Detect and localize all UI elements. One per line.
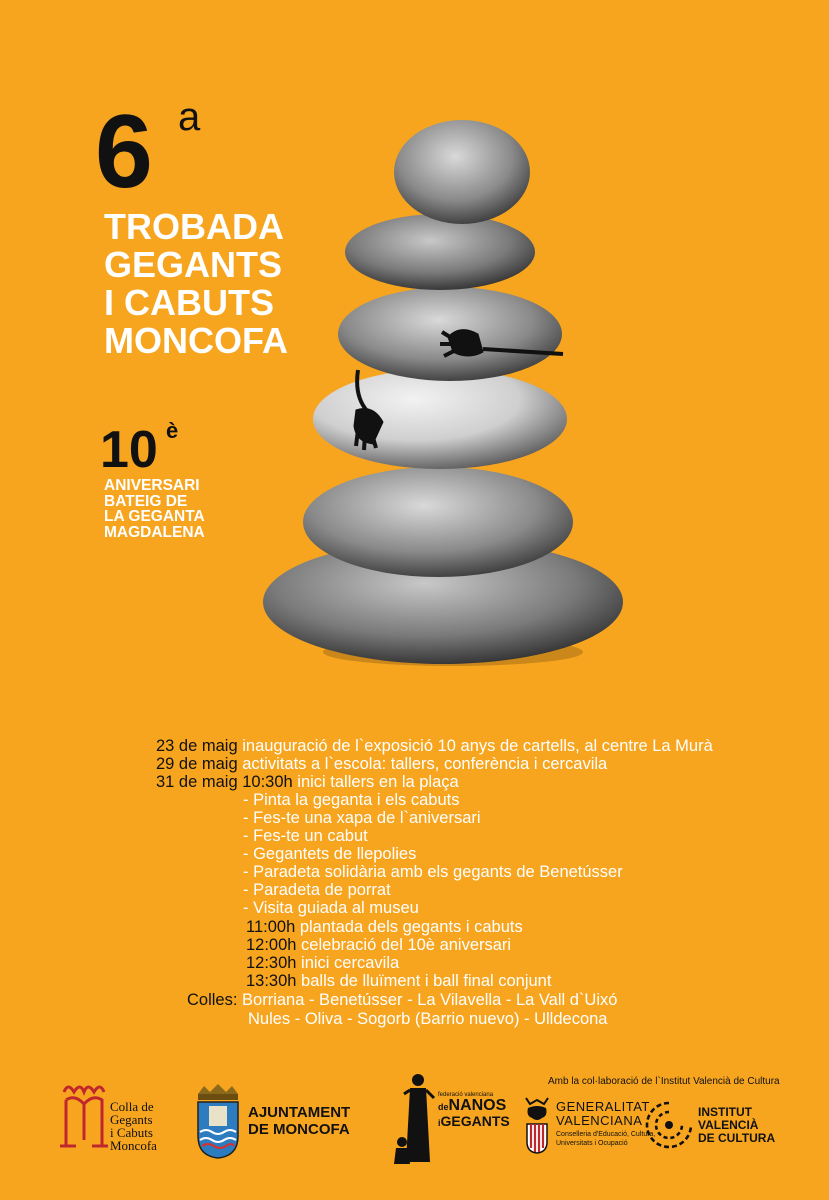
workshop-item: - Paradeta solidària amb els gegants de Benetússer [243, 863, 623, 881]
program-text: inici tallers en la plaça [292, 773, 459, 791]
moncofa-coat-of-arms-icon [194, 1080, 242, 1160]
anniversary-number: 10 [100, 421, 158, 479]
colla-line: i Cabuts [110, 1125, 153, 1140]
conselleria-line: Universitats i Ocupació [556, 1140, 628, 1147]
stacked-stones-illustration [228, 112, 628, 672]
colla-line: Colla de [110, 1099, 154, 1114]
ivc-line: DE CULTURA [698, 1131, 776, 1145]
anniversary-line: LA GEGANTA [104, 508, 205, 525]
title-line: GEGANTS [104, 244, 283, 285]
stone-4 [313, 369, 567, 469]
generalitat-logo-text [556, 1100, 655, 1148]
program-row [156, 773, 459, 791]
giant-figure-icon [392, 1072, 438, 1170]
anniversary-suffix: è [166, 418, 179, 443]
anniversary-text [104, 478, 205, 540]
collaboration-note: Amb la col·laboració de l`Institut Valencià de Cultura [548, 1076, 780, 1087]
schedule-row [246, 954, 399, 972]
program-text: activitats a l`escola: tallers, conferència i cercavila [242, 755, 608, 773]
edition-number: 6 [95, 94, 151, 210]
federacio-i: i [438, 1118, 441, 1128]
schedule-row [246, 936, 511, 954]
colla-line: Moncofa [110, 1138, 157, 1153]
program-date: 31 de maig [156, 773, 238, 791]
stone-top [394, 120, 530, 224]
federacio-gegants: GEGANTS [440, 1113, 510, 1129]
ajuntament-logo-text [248, 1104, 350, 1138]
schedule-row [246, 972, 551, 990]
ajuntament-line: AJUNTAMENT [248, 1104, 351, 1121]
stone-2 [345, 214, 535, 290]
ajuntament-line: DE MONCOFA [248, 1121, 350, 1138]
workshop-item: - Fes-te un cabut [243, 827, 368, 845]
workshop-item: - Visita guiada al museu [243, 899, 419, 917]
stone-3 [338, 287, 562, 381]
federacio-de: de [438, 1102, 449, 1112]
colla-logo-text [110, 1100, 157, 1152]
workshop-item: - Fes-te una xapa de l`aniversari [243, 809, 481, 827]
anniversary-line: ANIVERSARI [104, 477, 200, 494]
generalitat-line: VALENCIANA [556, 1113, 643, 1128]
schedule-text: celebració del 10è aniversari [296, 936, 512, 954]
ivc-line: VALENCIÀ [698, 1118, 759, 1132]
program-date: 29 de maig [156, 755, 238, 773]
federacio-nanos: NANOS [448, 1097, 507, 1114]
schedule-time: 13:30h [246, 972, 297, 990]
schedule-text: balls de lluïment i ball final conjunt [296, 972, 552, 990]
federacio-small: federació valenciana [438, 1092, 494, 1098]
colla-line: Gegants [110, 1112, 153, 1127]
program-text: inauguració de l`exposició 10 anys de cartells, al centre La Murà [242, 737, 713, 755]
colla-crown-icon [58, 1080, 110, 1152]
colles-list: Borriana - Benetússer - La Vilavella - La Vall d`Uixó [242, 991, 618, 1009]
schedule-text: plantada dels gegants i cabuts [295, 918, 523, 936]
conselleria-line: Conselleria d'Educació, Cultura, [556, 1131, 656, 1138]
stone-5 [303, 467, 573, 577]
generalitat-line: GENERALITAT [556, 1099, 650, 1114]
schedule-time: 11:00h [246, 918, 296, 936]
edition-suffix: a [178, 95, 201, 139]
program-date: 23 de maig [156, 737, 238, 755]
colles-list: Nules - Oliva - Sogorb (Barrio nuevo) - Ulldecona [248, 1010, 608, 1028]
colles-row [187, 991, 617, 1009]
schedule-time: 12:30h [246, 954, 297, 972]
generalitat-shield-icon [522, 1096, 552, 1154]
colles-label: Colles: [187, 991, 238, 1009]
title-line: I CABUTS [104, 282, 274, 323]
program-time: 10:30h [242, 773, 293, 791]
workshop-item: - Pinta la geganta i els cabuts [243, 791, 460, 809]
sponsor-logos [0, 1070, 829, 1200]
ivc-logo-text [698, 1106, 775, 1145]
anniversary-line: MAGDALENA [104, 523, 205, 541]
anniversary-line: BATEIG DE [104, 492, 188, 510]
ivc-logo-icon [644, 1100, 694, 1150]
federacio-logo-text [438, 1092, 510, 1128]
title-line: TROBADA [104, 206, 284, 247]
ivc-line: INSTITUT [698, 1105, 752, 1119]
program-row [156, 737, 713, 755]
title-line: MONCOFA [104, 320, 288, 361]
workshop-item: - Gegantets de llepolies [243, 845, 417, 863]
schedule-time: 12:00h [246, 936, 297, 954]
schedule-row [246, 918, 523, 936]
program-row [156, 755, 607, 773]
schedule-text: inici cercavila [296, 954, 400, 972]
workshop-item: - Paradeta de porrat [243, 881, 391, 899]
